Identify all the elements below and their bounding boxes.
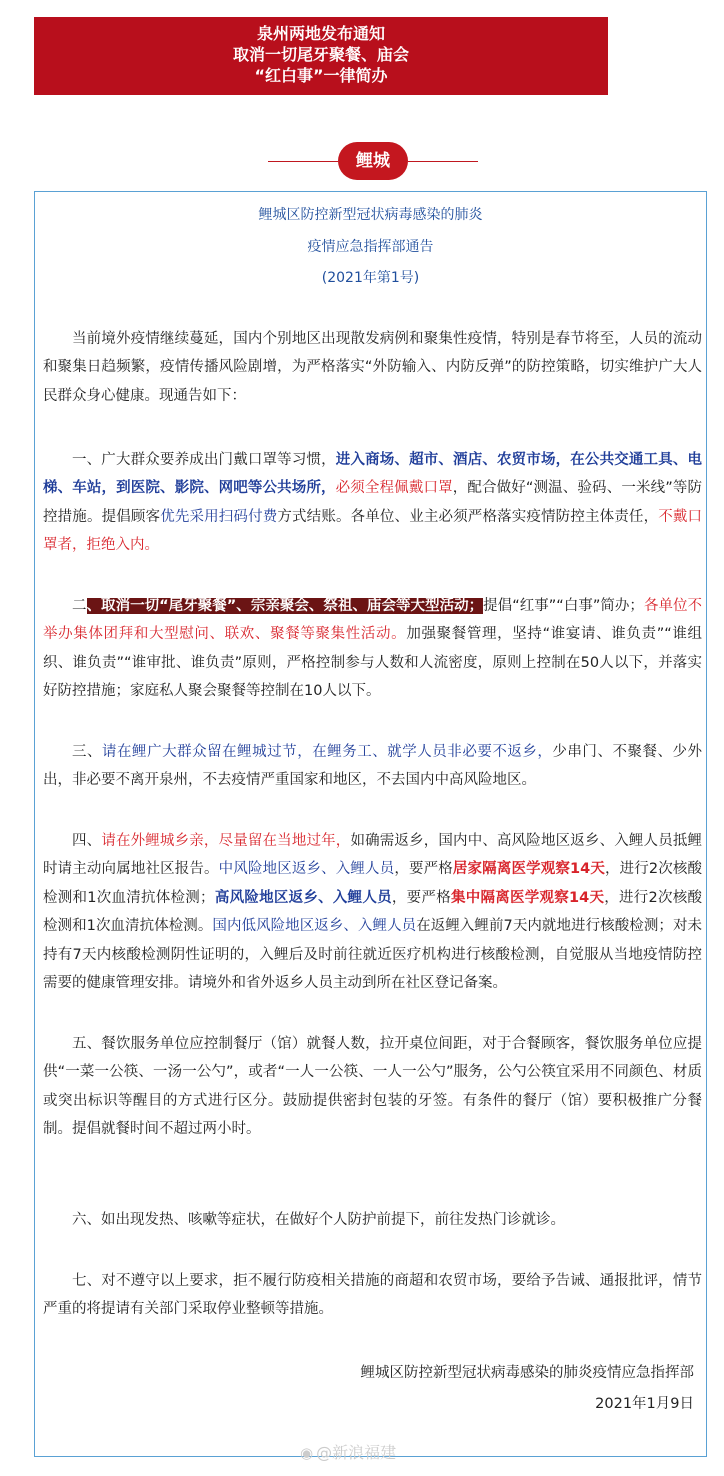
notice-number: (2021年第1号) xyxy=(321,270,420,286)
paragraph-6: 六、如出现发热、咳嗽等症状，在做好个人防护前提下，前往发热门诊就诊。 xyxy=(72,1212,565,1228)
p1-text-a: 一、广大群众要养成出门戴口罩等习惯， xyxy=(72,452,336,468)
paragraph-2 xyxy=(43,592,702,706)
headline-line-2: 取消一切尾牙聚餐、庙会 xyxy=(232,45,409,64)
paragraph-1 xyxy=(43,446,702,560)
headline-line-3: “红白事”一律简办 xyxy=(254,66,388,85)
headline-line-1: 泉州两地发布通知 xyxy=(256,24,385,43)
signature: 鲤城区防控新型冠状病毒感染的肺炎疫情应急指挥部 xyxy=(360,1365,694,1381)
notice-title-2: 疫情应急指挥部通告 xyxy=(307,239,434,255)
paragraph-5: 五、餐饮服务单位应控制餐厅（馆）就餐人数，拉开桌位间距，对于合餐顾客，餐饮服务单位应提供“一菜一公筷、一汤一公勺”，或者“一人一公筷、一人一公勺”服务，公勺公筷宜采用不同颜色、材质或突出标识等醒目的方式进行区分。鼓励提供密封包装的牙签。有条件的餐厅（馆）要积极推广分餐制。提倡就餐时间不超过两小时。 xyxy=(43,1036,702,1138)
p2-text-a: 二 xyxy=(72,598,87,614)
p1-no-mask-refused: 不戴口罩者，拒绝入内。 xyxy=(43,508,703,554)
paragraph-3 xyxy=(43,738,702,795)
p3-text-a: 三、 xyxy=(72,744,103,760)
p2-text-e: 加强聚餐管理，坚持“谁宴请、谁负责”“谁组织、谁负责”“谁审批、谁负责”原则，严格控制参与人数和人流密度，原则上控制在50人以下，并落实好防控措施；家庭私人聚会聚餐等控制在10人以下。 xyxy=(43,626,702,700)
p4-text-g: ，进行2次核酸检测和1次血清抗体检测； xyxy=(43,861,703,906)
p4-text-c: 如确需返乡，国内中、高风险地区返乡、入鲤人员抵鲤时请主动向属地社区报告。 xyxy=(43,833,703,878)
p2-red-text: 各单位不举办集体团拜和大型慰问、联欢、聚餐等聚集性活动。 xyxy=(43,598,703,643)
p4-text-m: 在返鲤入鲤前7天内就地进行核酸检测；对未持有7天内核酸检测阴性证明的，入鲤后及时前往就近医疗机构进行核酸检测，自觉服从当地疫情防控需要的健康管理安排。请境外和省外返乡人员主动到所在社区登记备案。 xyxy=(43,918,702,992)
p1-public-places: 进入商场、超市、酒店、农贸市场，在公共交通工具、电梯、车站，到医院、影院、网吧等公共场所， xyxy=(43,452,703,497)
p4-high-risk: 高风险地区返乡、入鲤人员 xyxy=(214,889,392,906)
p1-text-d: ，配合做好“测温、验码、一米线”等防控措施。提倡顾客 xyxy=(43,480,702,525)
p1-mask-required: 必须全程佩戴口罩 xyxy=(335,480,453,497)
divider-rule-right xyxy=(408,161,478,162)
headline-banner xyxy=(34,17,608,95)
paragraph-intro: 当前境外疫情继续蔓延，国内个别地区出现散发病例和聚集性疫情，特别是春节将至，人员的流动和聚集日趋频繁，疫情传播风险剧增，为严格落实“外防输入、内防反弹”的防控策略，切实维护广大人民群众身心健康。现通告如下： xyxy=(43,331,702,404)
p2-highlight: 、取消一切“尾牙聚餐”、宗亲聚会、祭祖、庙会等大型活动； xyxy=(86,598,484,614)
divider-rule-left xyxy=(268,161,338,162)
paragraph-4 xyxy=(43,827,702,997)
p4-home-quarantine: 居家隔离医学观察14天 xyxy=(452,861,605,878)
date: 2021年1月9日 xyxy=(595,1396,694,1412)
p1-text-f: 方式结账。各单位、业主必须严格落实疫情防控主体责任， xyxy=(277,508,659,525)
p3-blue-text: 请在鲤广大群众留在鲤城过节，在鲤务工、就学人员非必要不返乡， xyxy=(102,744,553,760)
paragraph-7: 七、对不遵守以上要求，拒不履行防疫相关措施的商超和农贸市场，要给予告诫、通报批评，情节严重的将提请有关部门采取停业整顿等措施。 xyxy=(43,1273,702,1318)
weibo-icon: ◉ xyxy=(300,1444,314,1462)
watermark-text: @新浪福建 xyxy=(316,1443,397,1462)
p4-text-a: 四、 xyxy=(72,833,102,849)
section-tag: 鲤城 xyxy=(338,142,408,180)
p4-text-k: ，进行2次核酸检测和1次血清抗体检测。 xyxy=(43,889,702,935)
p4-text-i: ，要严格 xyxy=(391,889,451,906)
notice-box xyxy=(34,191,707,1457)
notice-title-1: 鲤城区防控新型冠状病毒感染的肺炎 xyxy=(258,207,483,223)
p4-low-risk: 国内低风险地区返乡、入鲤人员 xyxy=(212,918,417,935)
p4-text-e: ，要严格 xyxy=(394,861,453,878)
p4-mid-risk: 中风险地区返乡、入鲤人员 xyxy=(218,861,395,878)
section-divider xyxy=(268,142,478,182)
watermark xyxy=(300,1440,396,1463)
p3-text-c: 少串门、不聚餐、少外出，非必要不离开泉州，不去疫情严重国家和地区，不去国内中高风险地区。 xyxy=(43,744,703,789)
p4-red-text: 请在外鲤城乡亲，尽量留在当地过年， xyxy=(101,833,351,849)
p4-central-quarantine: 集中隔离医学观察14天 xyxy=(450,889,605,906)
p1-scan-pay: 优先采用扫码付费 xyxy=(160,508,278,525)
p2-text-c: 提倡“红事”“白事”简办； xyxy=(483,598,644,614)
